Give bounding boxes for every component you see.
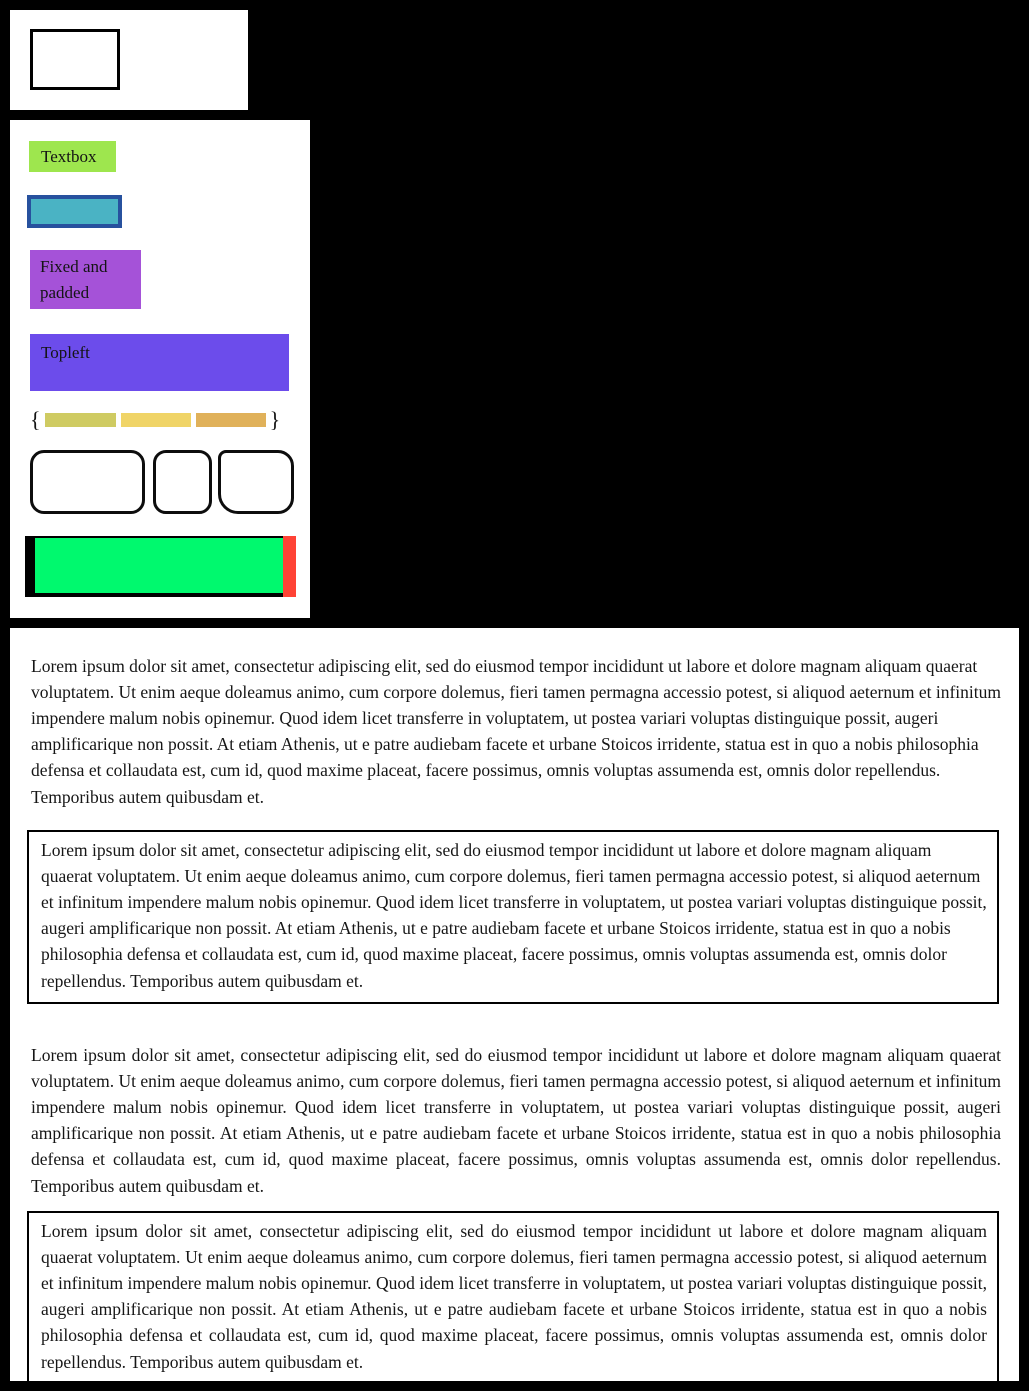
widget-demo-panel [10,120,310,618]
teal-filled-box [27,195,122,228]
stroked-rectangle [30,29,120,90]
close-brace: } [269,407,281,432]
color-bar-2 [121,413,191,427]
rounded-rect-2 [153,450,212,514]
progress-track [25,536,295,597]
progress-fill [35,538,284,593]
progress-tip [283,536,296,597]
rounded-rect-3 [218,450,294,514]
lorem-paragraph-justified-boxed: Lorem ipsum dolor sit amet, consectetur adipiscing elit, sed do eiusmod tempor incididunt ut labore et dolore magnam aliquam quaerat voluptatem. Ut enim aeque doleamus animo, cum corpore dolemus, fieri tamen permagna accessio potest, si aliquod aeternum et infinitum impendere malum nobis opinemur. Quod idem licet transferre in voluptatem, ut postea variari voluptas distinguique possit, augeri amplificarique non possit. At etiam Athenis, ut e patre audiebam facete et urbane Stoicos irridente, statua est in quo a nobis philosophia defensa et collaudata est, cum id, quod maxime placeat, facere possimus, omnis voluptas assumenda est, omnis dolor repellendus. Temporibus autem quibusdam et. [27,1211,999,1385]
fixed-padded-box: Fixed and padded [30,250,141,309]
rounded-rect-1 [30,450,145,514]
lorem-paragraph-left: Lorem ipsum dolor sit amet, consectetur adipiscing elit, sed do eiusmod tempor incididunt ut labore et dolore magnam aliquam quaerat voluptatem. Ut enim aeque doleamus animo, cum corpore dolemus, fieri tamen permagna accessio potest, si aliquod aeternum et infinitum impendere malum nobis opinemur. Quod idem licet transferre in voluptatem, ut postea variari voluptas distinguique possit, augeri amplificarique non possit. At etiam Athenis, ut e patre audiebam facete et urbane Stoicos irridente, statua est in quo a nobis philosophia defensa et collaudata est, cum id, quod maxime placeat, facere possimus, omnis voluptas assumenda est, omnis dolor repellendus. Temporibus autem quibusdam et. [31,655,1001,807]
text-demo-panel [10,628,1019,1381]
open-brace: { [30,407,41,432]
color-bar-1 [45,413,116,427]
frame-demo-panel [10,10,248,110]
lorem-paragraph-justified: Lorem ipsum dolor sit amet, consectetur adipiscing elit, sed do eiusmod tempor incididunt ut labore et dolore magnam aliquam quaerat voluptatem. Ut enim aeque doleamus animo, cum corpore dolemus, fieri tamen permagna accessio potest, si aliquod aeternum et infinitum impendere malum nobis opinemur. Quod idem licet transferre in voluptatem, ut postea variari voluptas distinguique possit, augeri amplificarique non possit. At etiam Athenis, ut e patre audiebam facete et urbane Stoicos irridente, statua est in quo a nobis philosophia defensa et collaudata est, cum id, quod maxime placeat, facere possimus, omnis voluptas assumenda est, omnis dolor repellendus. Temporibus autem quibusdam et. [31,1044,1001,1196]
topleft-box: Topleft [30,334,289,391]
brace-bar-row [29,407,281,433]
lorem-paragraph-left-boxed: Lorem ipsum dolor sit amet, consectetur adipiscing elit, sed do eiusmod tempor incididunt ut labore et dolore magnam aliquam quaerat voluptatem. Ut enim aeque doleamus animo, cum corpore dolemus, fieri tamen permagna accessio potest, si aliquod aeternum et infinitum impendere malum nobis opinemur. Quod idem licet transferre in voluptatem, ut postea variari voluptas distinguique possit, augeri amplificarique non possit. At etiam Athenis, ut e patre audiebam facete et urbane Stoicos irridente, statua est in quo a nobis philosophia defensa et collaudata est, cum id, quod maxime placeat, facere possimus, omnis voluptas assumenda est, omnis dolor repellendus. Temporibus autem quibusdam et. [27,830,999,1004]
color-bar-3 [196,413,266,427]
textbox-label: Textbox [29,141,116,172]
